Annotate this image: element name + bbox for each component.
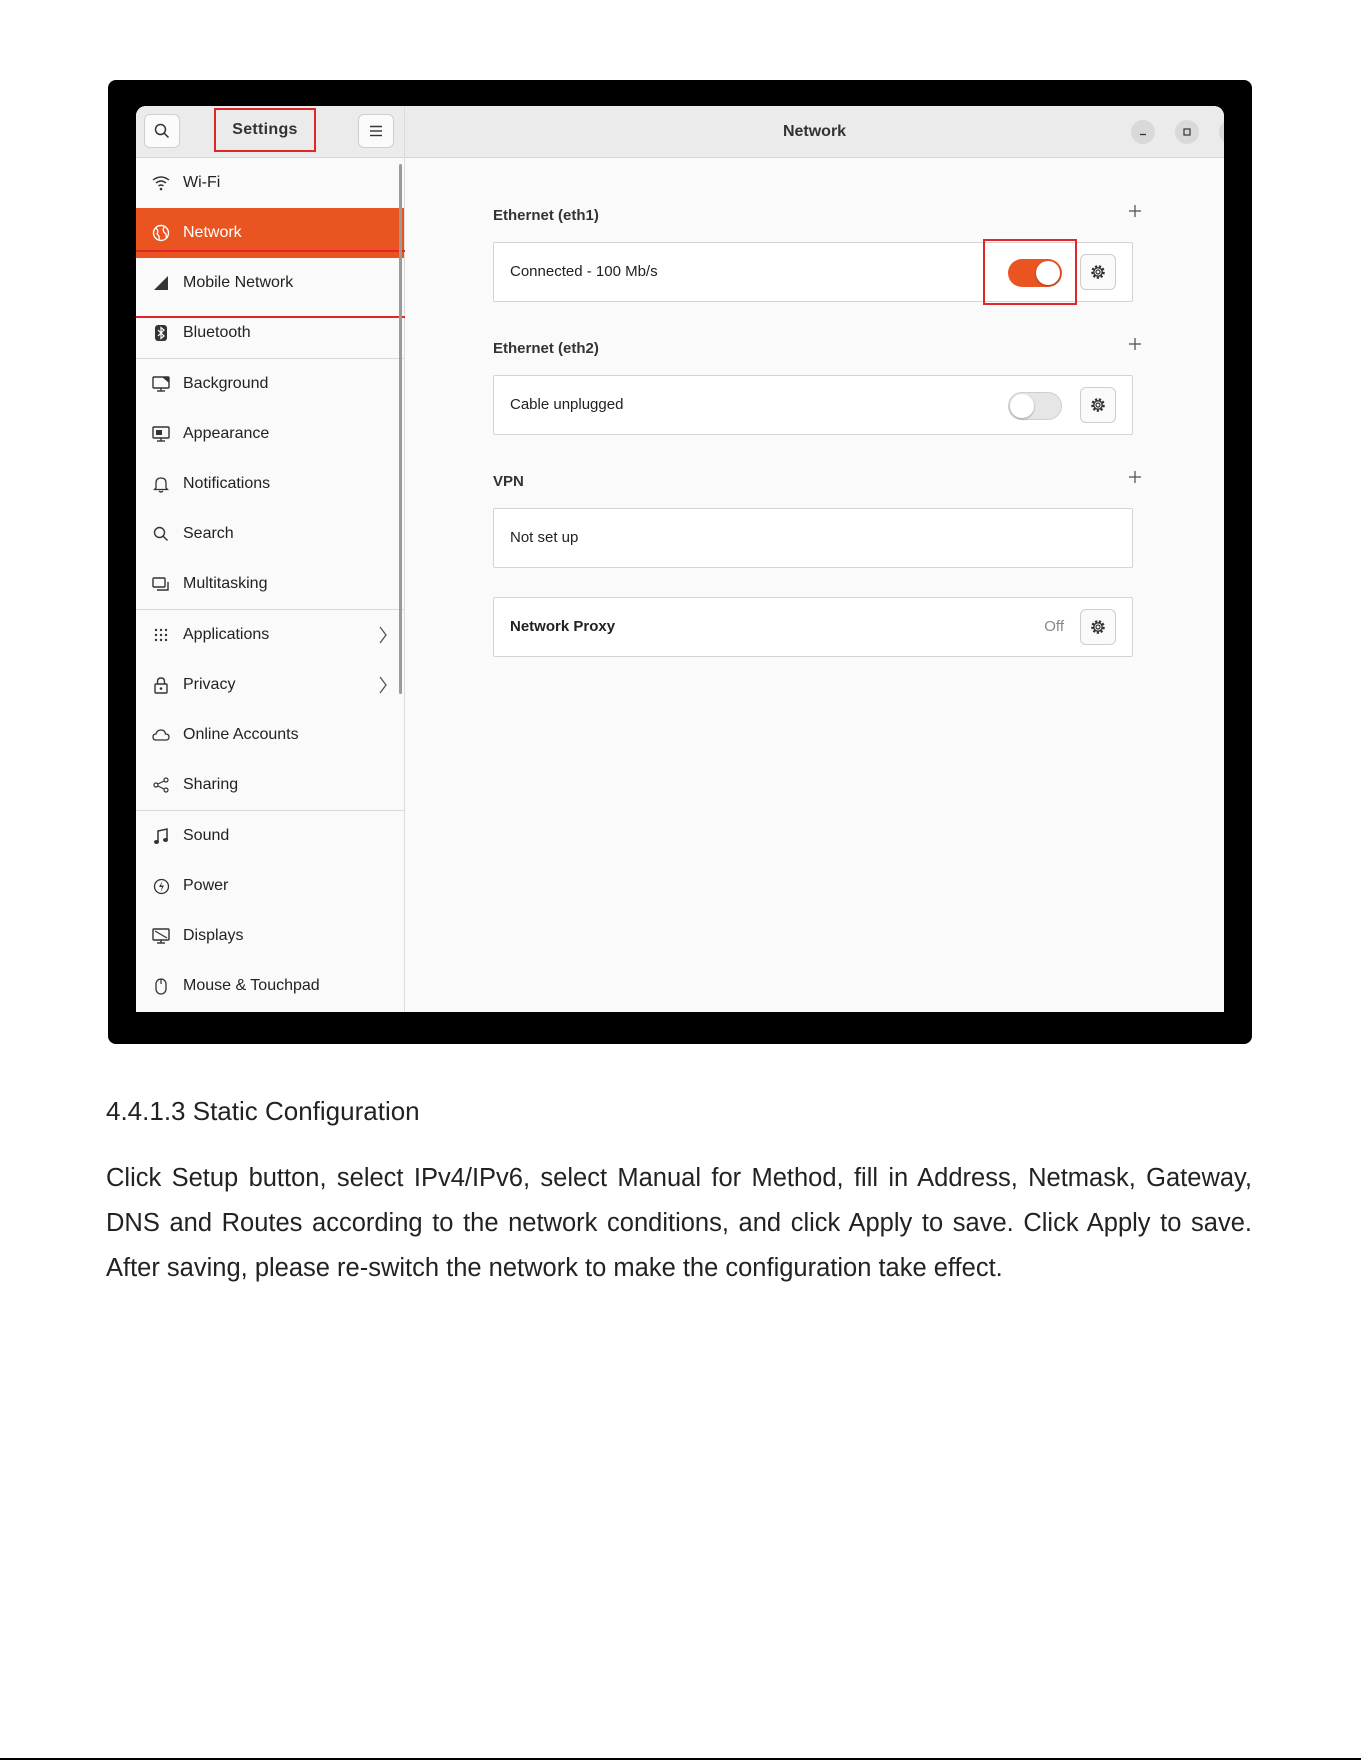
vpn-card: [493, 508, 1133, 568]
share-icon: [151, 775, 171, 795]
sidebar-list: [136, 158, 404, 1011]
eth2-toggle[interactable]: [1008, 392, 1062, 420]
sidebar-item-sharing[interactable]: [136, 760, 404, 810]
music-note-icon: [151, 826, 171, 846]
instruction-paragraph: Click Setup button, select IPv4/IPv6, select Manual for Method, fill in Address, Netmask, Gateway, DNS and Routes according to the network conditions, and click Apply to save. Click Apply to save. After saving, please re-switch the network to make the configuration take effect.: [106, 1164, 1252, 1282]
sidebar-item-label: Privacy: [183, 676, 236, 693]
bell-icon: [151, 474, 171, 494]
plus-icon: [1128, 470, 1142, 484]
sidebar-item-label: Notifications: [183, 475, 271, 492]
search-button[interactable]: [144, 114, 180, 148]
sidebar-item-label: Displays: [183, 927, 244, 944]
eth2-status: Cable unplugged: [510, 396, 624, 413]
vpn-status: Not set up: [510, 529, 579, 546]
vpn-label: VPN: [493, 473, 524, 490]
gear-icon: [1089, 263, 1107, 281]
sidebar-item-label: Sharing: [183, 776, 239, 793]
proxy-settings-button[interactable]: [1080, 609, 1116, 645]
appearance-icon: [151, 424, 171, 444]
chevron-right-icon: [378, 626, 388, 649]
maximize-icon: [1182, 127, 1192, 137]
search-icon: [154, 123, 170, 139]
sidebar-item-label: Search: [183, 525, 234, 542]
section-heading: 4.4.1.3 Static Configuration: [106, 1096, 420, 1126]
highlight-box-toggle: [983, 239, 1077, 305]
sidebar-item-bluetooth[interactable]: [136, 308, 404, 358]
eth1-settings-button[interactable]: [1080, 254, 1116, 290]
display-icon: [151, 926, 171, 946]
ethernet-eth2-card: [493, 375, 1133, 435]
sidebar-item-label: Mobile Network: [183, 274, 294, 291]
sidebar-item-online-accounts[interactable]: [136, 710, 404, 760]
sidebar-item-network[interactable]: [136, 208, 404, 258]
network-proxy-status: Off: [1044, 618, 1064, 635]
plus-icon: [1128, 337, 1142, 351]
sidebar-item-mouse-touchpad[interactable]: [136, 961, 404, 1011]
sidebar-item-sound[interactable]: [136, 811, 404, 861]
toggle-knob: [1010, 394, 1034, 418]
sidebar: [136, 106, 405, 1012]
ethernet-eth2-label: Ethernet (eth2): [493, 340, 599, 357]
power-icon: [151, 876, 171, 896]
menu-button[interactable]: [358, 114, 394, 148]
page-title: Network: [782, 123, 847, 140]
sidebar-item-label: Network: [183, 224, 242, 241]
plus-icon: [1128, 204, 1142, 218]
sidebar-item-label: Sound: [183, 827, 230, 844]
sidebar-item-label: Applications: [183, 626, 270, 643]
sidebar-item-label: Bluetooth: [183, 324, 251, 341]
sidebar-item-label: Wi-Fi: [183, 174, 221, 191]
sidebar-item-search[interactable]: [136, 509, 404, 559]
sidebar-item-privacy[interactable]: [136, 660, 404, 710]
add-eth2-button[interactable]: [1128, 337, 1142, 356]
maximize-button[interactable]: [1175, 120, 1199, 144]
network-proxy-card[interactable]: [493, 597, 1133, 657]
sidebar-item-notifications[interactable]: [136, 459, 404, 509]
sidebar-item-label: Online Accounts: [183, 726, 299, 743]
cloud-icon: [151, 725, 171, 745]
sidebar-header: [136, 106, 404, 158]
sidebar-item-mobile-network[interactable]: [136, 258, 404, 308]
sidebar-item-label: Background: [183, 375, 269, 392]
mouse-icon: [151, 976, 171, 996]
sidebar-item-background[interactable]: [136, 359, 404, 409]
settings-title: Settings: [214, 108, 316, 152]
add-vpn-button[interactable]: [1128, 470, 1142, 489]
sidebar-item-displays[interactable]: [136, 911, 404, 961]
sidebar-item-power[interactable]: [136, 861, 404, 911]
network-proxy-label: Network Proxy: [510, 618, 616, 635]
main-header: [405, 106, 1224, 158]
lock-icon: [151, 675, 171, 695]
hamburger-icon: [369, 125, 383, 137]
signal-icon: [151, 273, 171, 293]
wifi-icon: [151, 173, 171, 193]
grid-icon: [151, 625, 171, 645]
sidebar-item-applications[interactable]: [136, 610, 404, 660]
eth2-settings-button[interactable]: [1080, 387, 1116, 423]
sidebar-item-label: Power: [183, 877, 229, 894]
page-bottom-rule: [0, 1758, 1361, 1760]
gear-icon: [1089, 396, 1107, 414]
minimize-button[interactable]: [1131, 120, 1155, 144]
globe-icon: [151, 223, 171, 243]
sidebar-item-multitasking[interactable]: [136, 559, 404, 609]
add-eth1-button[interactable]: [1128, 204, 1142, 223]
ethernet-eth1-card: [493, 242, 1133, 302]
bluetooth-icon: [151, 323, 171, 343]
eth1-status: Connected - 100 Mb/s: [510, 263, 658, 280]
background-icon: [151, 374, 171, 394]
sidebar-item-wifi[interactable]: [136, 158, 404, 208]
gear-icon: [1089, 618, 1107, 636]
minimize-icon: [1138, 127, 1148, 137]
multitasking-icon: [151, 574, 171, 594]
ethernet-eth1-label: Ethernet (eth1): [493, 207, 599, 224]
sidebar-item-appearance[interactable]: [136, 409, 404, 459]
network-panel: [405, 158, 1224, 1012]
sidebar-item-label: Multitasking: [183, 575, 268, 592]
sidebar-item-label: Mouse & Touchpad: [183, 977, 320, 994]
sidebar-scrollbar[interactable]: [399, 164, 402, 694]
search-icon: [151, 524, 171, 544]
chevron-right-icon: [378, 676, 388, 699]
settings-window: [136, 106, 1224, 1012]
sidebar-item-label: Appearance: [183, 425, 270, 442]
